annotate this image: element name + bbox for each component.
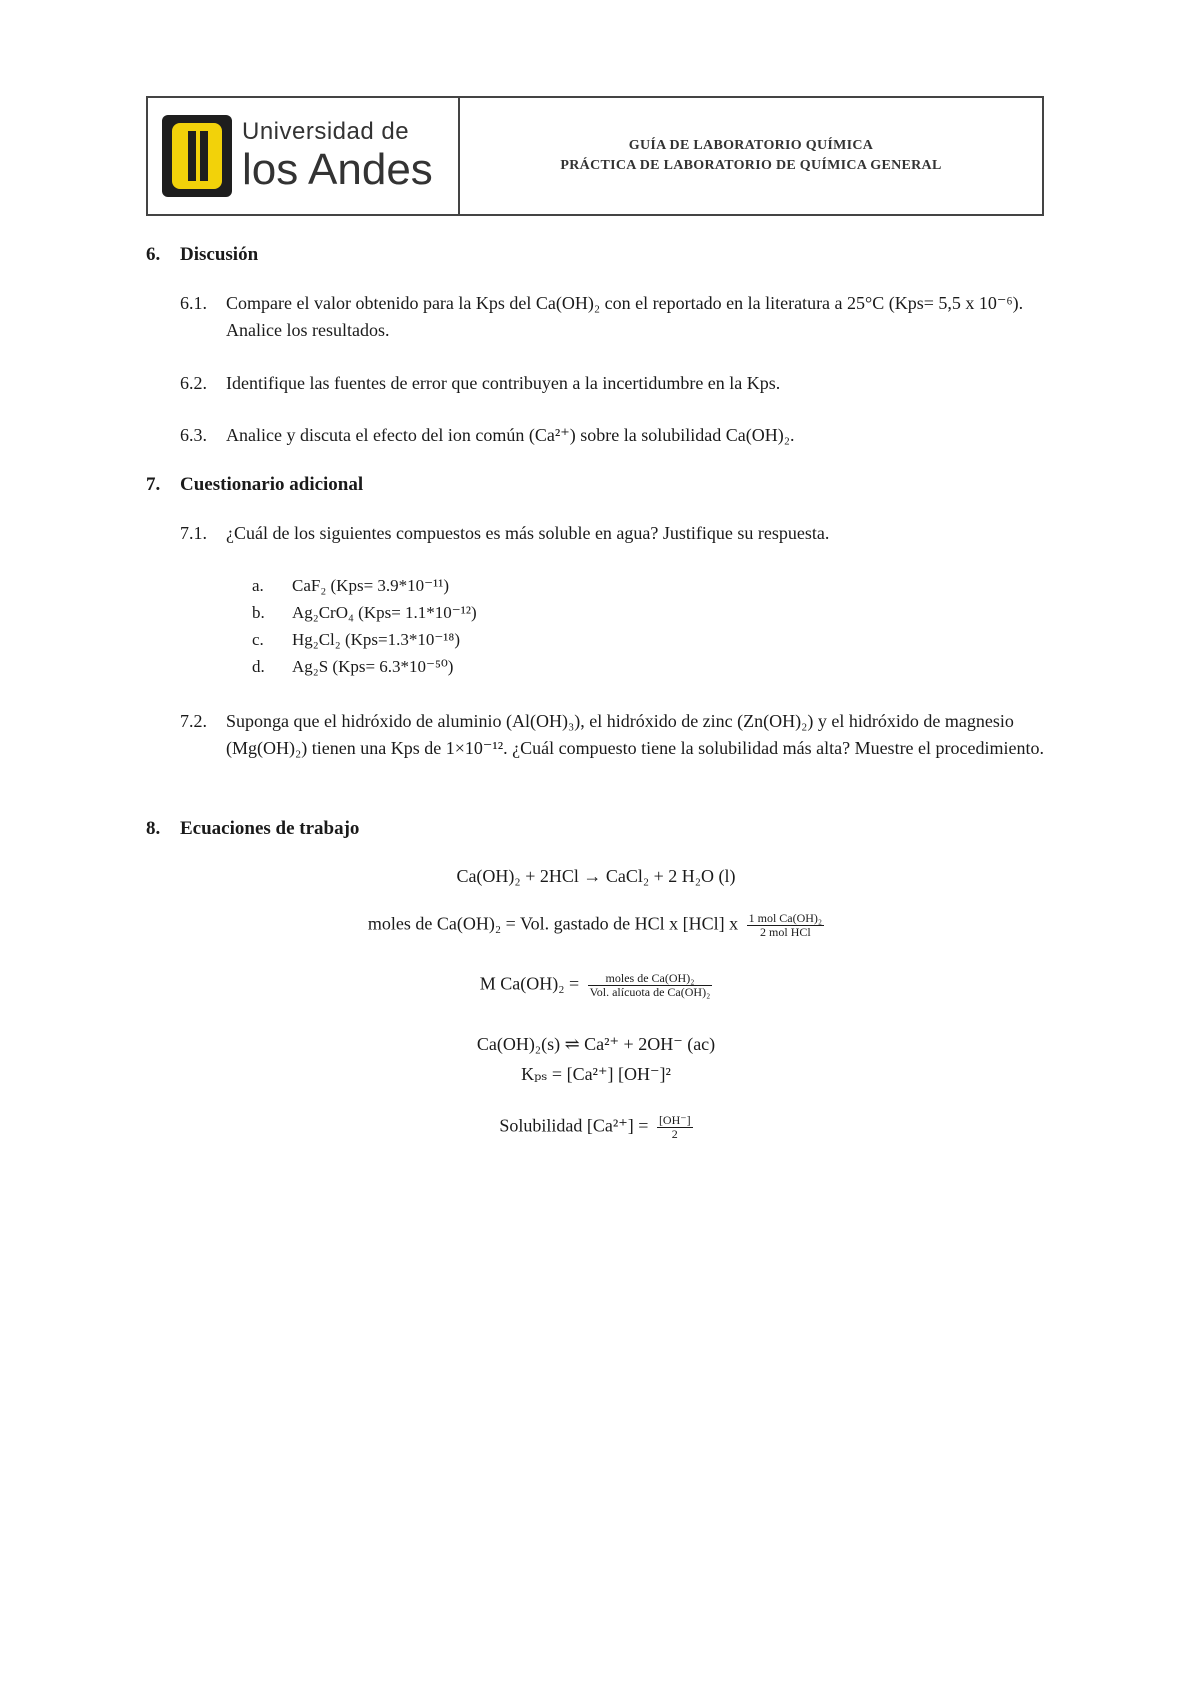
option-a: a. CaF₂ (Kps= 3.9*10⁻¹¹) — [252, 576, 449, 595]
item-6-3: 6.3. Analice y discuta el efecto del ion común (Ca²⁺) sobre la solubilidad Ca(OH)₂. — [180, 425, 795, 445]
option-d: d. Ag₂S (Kps= 6.3*10⁻⁵⁰) — [252, 657, 454, 676]
document-header — [146, 96, 1044, 216]
item-7-1: 7.1. ¿Cuál de los siguientes compuestos es más soluble en agua? Justifique su respuesta. — [180, 523, 830, 543]
formula-molarity: M Ca(OH)₂ = $\frac{\text{moles de Ca(OH)₂}}{\text{Vol. alícuota de Ca(OH)₂}}$ — [479, 971, 711, 999]
header-title-line2: PRÁCTICA DE LABORATORIO DE QUÍMICA GENERAL — [560, 158, 942, 173]
formula-moles: moles de Ca(OH)₂ = Vol. gastado de HCl x [HCl] x $\frac{\text{1 mol Ca(OH)₂}}{\text{2 mol HCl}}$ — [367, 911, 823, 939]
university-logo — [148, 98, 460, 214]
section-7-title: 7. Cuestionario adicional — [146, 474, 364, 495]
formula-equilibrium: Ca(OH)₂(s) ⇌ Ca²⁺ + 2OH⁻ (ac) — [476, 1034, 716, 1054]
logo-emblem-icon — [162, 115, 232, 197]
header-title-line1: GUÍA DE LABORATORIO QUÍMICA — [628, 138, 874, 153]
item-6-1: 6.1. Compare el valor obtenido para la Kps del Ca(OH)₂ con el reportado en la literatura a 25°C (Kps= 5,5 x 10⁻⁶). Analice los resultados. — [180, 293, 1024, 340]
option-c: c. Hg₂Cl₂ (Kps=1.3*10⁻¹⁸) — [252, 630, 460, 649]
item-6-2: 6.2. Identifique las fuentes de error que contribuyen a la incertidumbre en la Kps. — [180, 373, 781, 393]
formula-solubility: Solubilidad [Ca²⁺] = $\frac{[OH^-]}{2}$ — [499, 1113, 691, 1141]
item-7-2: 7.2. Suponga que el hidróxido de aluminio (Al(OH)₃), el hidróxido de zinc (Zn(OH)₂) y el hidróxido de magnesio (Mg(OH)₂) tienen una Kps de 1×10⁻¹². ¿Cuál compuesto tiene la solubilidad más alta? Muestre el procedimiento. — [180, 711, 1045, 758]
section-6-title: 6. Discusión — [146, 244, 259, 265]
header-title — [460, 98, 1042, 214]
formula-kps: Kₚₛ = [Ca²⁺] [OH⁻]² — [521, 1064, 671, 1084]
section-8-title: 8. Ecuaciones de trabajo — [146, 818, 360, 839]
formula-neutralization: Ca(OH)₂ + 2HCl → CaCl₂ + 2 H₂O (l) — [456, 866, 736, 886]
logo-text-line1: Universidad de — [242, 118, 410, 145]
option-b: b. Ag₂CrO₄ (Kps= 1.1*10⁻¹²) — [252, 603, 477, 622]
logo-text-line2: los Andes — [242, 145, 433, 194]
